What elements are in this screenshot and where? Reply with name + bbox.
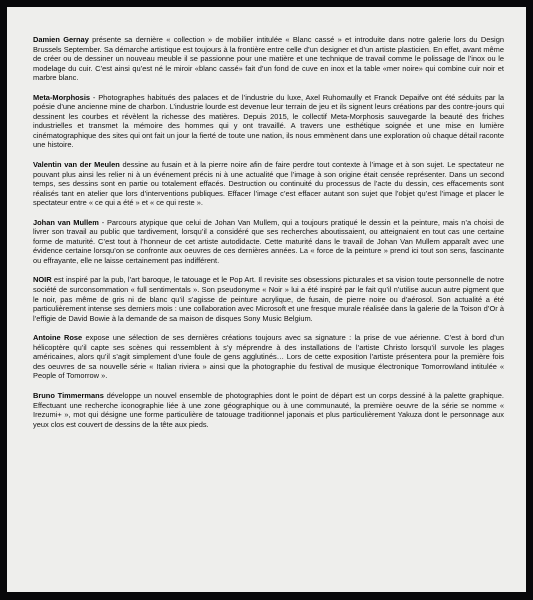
- artist-name: Damien Gernay: [33, 35, 89, 44]
- artist-name: Johan van Mullem: [33, 217, 99, 227]
- artist-name: Valentin van der Meulen: [33, 160, 120, 170]
- entry-meta-morphosis: [33, 93, 504, 150]
- entry-valentin-van-der-meulen: [33, 160, 504, 208]
- entry-text: présente sa dernière « collection » de mobilier intitulée « Blanc cassé » et introduite dans notre galerie lors du Design Brussels September. Sa démarche artistique est toujours à la frontière entre celle d’un designer et d’un artiste plasticien. En effet, avant même de créer ou de dessiner un nouveau meuble il se passionne pour une matière et une technique de travail comme le polissage de l’inox ou le modelage du cuir. C’est ainsi qu’est né le miroir «blanc cassé» fait d’un fond de cuve en inox et la table «mer noire» qui combine cuir noir et marbre blanc.: [33, 35, 504, 83]
- artist-name: NOIR: [33, 275, 52, 285]
- entry-text: développe un nouvel ensemble de photographies dont le point de départ est un corps dessiné à la palette graphique. Effectuant une recherche iconographie liée à une zone géographique ou à une communauté, la première oeuvre de la série se nomme « Irezumi+ », mot qui désigne une forme particulière de tatouage traditionnel japonais et plus particulièrement Yakuza dont le personnage aux yeux clos est couvert de dessins de la tête aux pieds.: [33, 390, 504, 429]
- artist-name: Bruno Timmermans: [33, 390, 104, 400]
- entry-text: - Parcours atypique que celui de Johan Van Mullem, qui a toujours pratiqué le dessin et la peinture, mais n’a choisi de livrer son travail au public que tardivement, lorsqu’il a considéré que ses recherches aboutissaient, ou atteignaient en tout cas une certaine forme de maturité. C’est tout à l’honneur de cet artiste autodidacte. Cette maturité dans le travail de Johan Van Mullem apparaît avec une évidence certaine lorsqu’on se confronte aux oeuvres de ces dernières années. La « force de la peinture » prend ici tout son sens, fascinante ou effrayante, elle ne laisse certainement pas indifférent.: [33, 217, 504, 265]
- entry-text: expose une sélection de ses dernières créations toujours avec sa signature : la prise de vue aérienne. C’est à bord d’un hélicoptère qu’il capte ses scènes qui ressemblent à s’y méprendre à des installations de l’artiste Christo lorsqu’il survole les plages américaines, alors qu’il s’agit simplement d’une foule de gens agglutinés… Lors de cette exposition l’artiste présentera pour la première fois des oeuvres de sa nouvelle série « Italian riviera » ainsi que la photographie du festival de musique électronique Tomorrowland intitulée « People of Tomorrow ».: [33, 333, 505, 381]
- entry-antoine-rose: [33, 333, 504, 381]
- artist-name: Meta-Morphosis: [33, 92, 91, 102]
- entry-text: dessine au fusain et à la pierre noire afin de faire perdre tout contexte à l’image et à son sujet. Le spectateur ne pouvant plus ainsi les relier ni à un événement précis ni à une actualité que l’image à son origine était censée représenter. Dans un second temps, ses dessins sont en partie ou totalement effacés. Destruction ou continuité du processus de l’acte du dessin, ces effacements sont réalisés tant en atelier que lors d’interventions publiques. Effacer l’image c’est effacer autant son sujet que l’objet qu’est l’image et placer le spectateur entre « ce qui a été » et « ce qui reste ».: [33, 160, 504, 208]
- entry-bruno-timmermans: [33, 391, 504, 429]
- document-page: [7, 7, 526, 592]
- artist-name: Antoine Rose: [33, 333, 83, 343]
- entry-johan-van-mullem: [33, 218, 504, 266]
- entry-text: est inspiré par la pub, l’art baroque, le tatouage et le Pop Art. Il revisite ses obsessions picturales et sa vision toute personnelle de notre société de surconsommation « full sentimentals ». Son pseudonyme « Noir » lui a été inspiré par le fait qu’il n’utilise aucun autre pigment que le noir, pas même de gris ni de blanc qu’il s’agisse de peinture acrylique, de fusain, de pierre noire ou d’aérosol. Son actualité a été particulièrement intense ses derniers mois : une collaboration avec Microsoft et une fresque murale réalisée dans la galerie de la Toison d’Or à l’effigie de David Bowie à la demande de sa maison de disques Sony Music Belgium.: [33, 275, 504, 323]
- entry-noir: [33, 275, 504, 323]
- entry-text: - Photographes habitués des palaces et de l’industrie du luxe, Axel Ruhomaully et Franck Depaifve ont été séduits par la poésie d’une ancienne mine de charbon. L’industrie lourde est devenue leur terrain de jeu et ils signent leurs créations par des contre-jours qui dessinent les courbes et révèlent la richesse des matières. Depuis 2015, le collectif Meta-Morphosis sauvegarde la beauté des friches industrielles et transmet la mémoire des hommes qui y ont travaillé. A travers une esthétique soignée et une mise en lumière cinématographique des sites qui ont fait un jour la fierté de toute une nation, ils nous emmènent dans une exploration où chaque détail raconte une histoire.: [33, 92, 504, 150]
- entry-damien-gernay: [33, 35, 504, 83]
